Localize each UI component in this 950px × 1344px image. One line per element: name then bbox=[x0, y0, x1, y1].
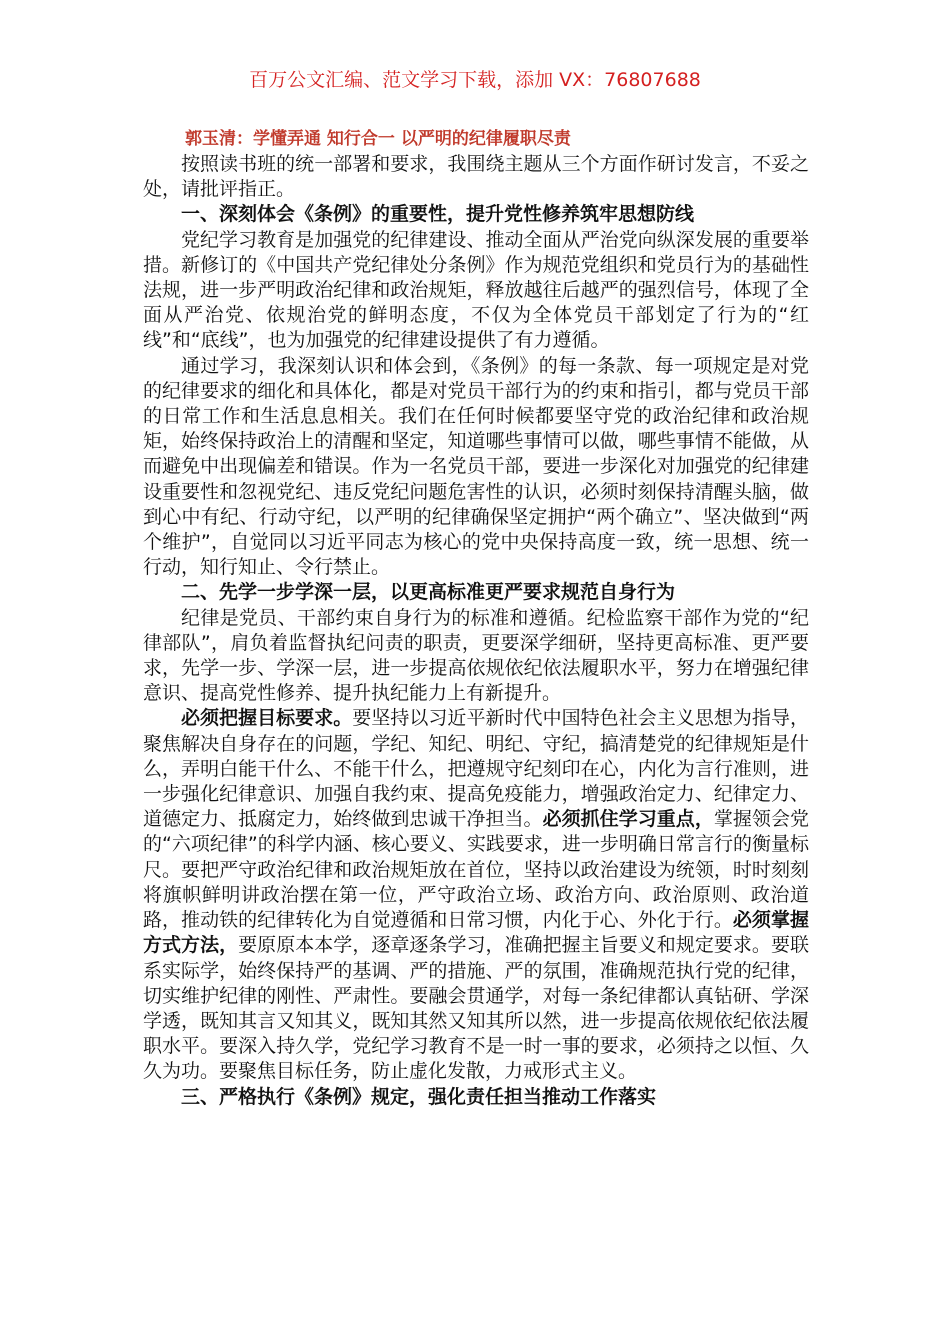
key-point-1-text: 要坚持以习近平新时代中国特色社会主义思想为指导，聚焦解决自身存在的问题，学纪、知纪、明纪、守纪，搞清楚党的纪律规矩是什么，弄明白能干什么、不能干什么，把遵规守纪刻印在心，内化为言行准则，进一步强化纪律意识、加强自我约束、提高免疫能力，增强政治定力、纪律定力、道德定力、抵腐定力，始终做到忠诚干净担当。 bbox=[143, 707, 809, 831]
key-point-2: 必须抓住学习重点， bbox=[542, 808, 714, 831]
section-1-heading: 一、深刻体会《条例》的重要性，提升党性修养筑牢思想防线 bbox=[181, 203, 695, 226]
section-3-heading: 三、严格执行《条例》规定，强化责任担当推动工作落实 bbox=[181, 1085, 657, 1108]
section-1-paragraph-1: 党纪学习教育是加强党的纪律建设、推动全面从严治党向纵深发展的重要举措。新修订的《中国共产党纪律处分条例》作为规范党组织和党员行为的基础性法规，进一步严明政治纪律和政治规矩，释放越往后越严的强烈信号，体现了全面从严治党、依规治党的鲜明态度，不仅为全体党员干部划定了行为的“红线”和“底线”，也为加强党的纪律建设提供了有力遵循。 bbox=[143, 228, 809, 352]
document-body bbox=[143, 152, 809, 1110]
section-2-paragraph-1: 纪律是党员、干部约束自身行为的标准和遵循。纪检监察干部作为党的“纪律部队”，肩负着监督执纪问责的职责，更要深学细研，坚持更高标准、更严要求，先学一步、学深一层，进一步提高依规依纪依法履职水平，努力在增强纪律意识、提高党性修养、提升执纪能力上有新提升。 bbox=[143, 606, 809, 705]
intro-paragraph: 按照读书班的统一部署和要求，我围绕主题从三个方面作研讨发言，不妥之处，请批评指正。 bbox=[143, 153, 809, 201]
key-point-1: 必须把握目标要求。 bbox=[181, 707, 353, 730]
promo-banner: 百万公文汇编、范文学习下载，添加 VX：76807688 bbox=[249, 69, 701, 91]
section-2-paragraph-2 bbox=[143, 706, 809, 1084]
key-point-3: 必须掌握方式方法， bbox=[143, 909, 809, 957]
key-point-3-text: 要原原本本学，逐章逐条学习，准确把握主旨要义和规定要求。要联系实际学，始终保持严的基调、严的措施、严的氛围，准确规范执行党的纪律，切实维护纪律的刚性、严肃性。要融会贯通学，对每一条纪律都认真钻研、学深学透，既知其言又知其义，既知其然又知其所以然，进一步提高依规依纪依法履职水平。要深入持久学，党纪学习教育不是一时一事的要求，必须持之以恒、久久为功。要聚焦目标任务，防止虚化发散，力戒形式主义。 bbox=[143, 934, 809, 1083]
document-title: 郭玉清：学懂弄通 知行合一 以严明的纪律履职尽责 bbox=[185, 129, 571, 149]
section-2-heading: 二、先学一步学深一层，以更高标准更严要求规范自身行为 bbox=[181, 581, 676, 604]
key-point-2-text: 掌握领会党的“六项纪律”的科学内涵、核心要义、实践要求，进一步明确日常言行的衡量标尺。要把严守政治纪律和政治规矩放在首位，坚持以政治建设为统领，时时刻刻将旗帜鲜明讲政治摆在第一位，严守政治立场、政治方向、政治原则、政治道路，推动铁的纪律转化为自觉遵循和日常习惯，内化于心、外化于行。 bbox=[143, 808, 809, 932]
section-1-paragraph-2: 通过学习，我深刻认识和体会到，《条例》的每一条款、每一项规定是对党的纪律要求的细化和具体化，都是对党员干部行为的约束和指引，都与党员干部的日常工作和生活息息相关。我们在任何时候都要坚守党的政治纪律和政治规矩，始终保持政治上的清醒和坚定，知道哪些事情可以做，哪些事情不能做，从而避免中出现偏差和错误。作为一名党员干部，要进一步深化对加强党的纪律建设重要性和忽视党纪、违反党纪问题危害性的认识，必须时刻保持清醒头脑，做到心中有纪、行动守纪，以严明的纪律确保坚定拥护“两个确立”、坚决做到“两个维护”，自觉同以习近平同志为核心的党中央保持高度一致，统一思想、统一行动，知行知止、令行禁止。 bbox=[143, 354, 809, 579]
